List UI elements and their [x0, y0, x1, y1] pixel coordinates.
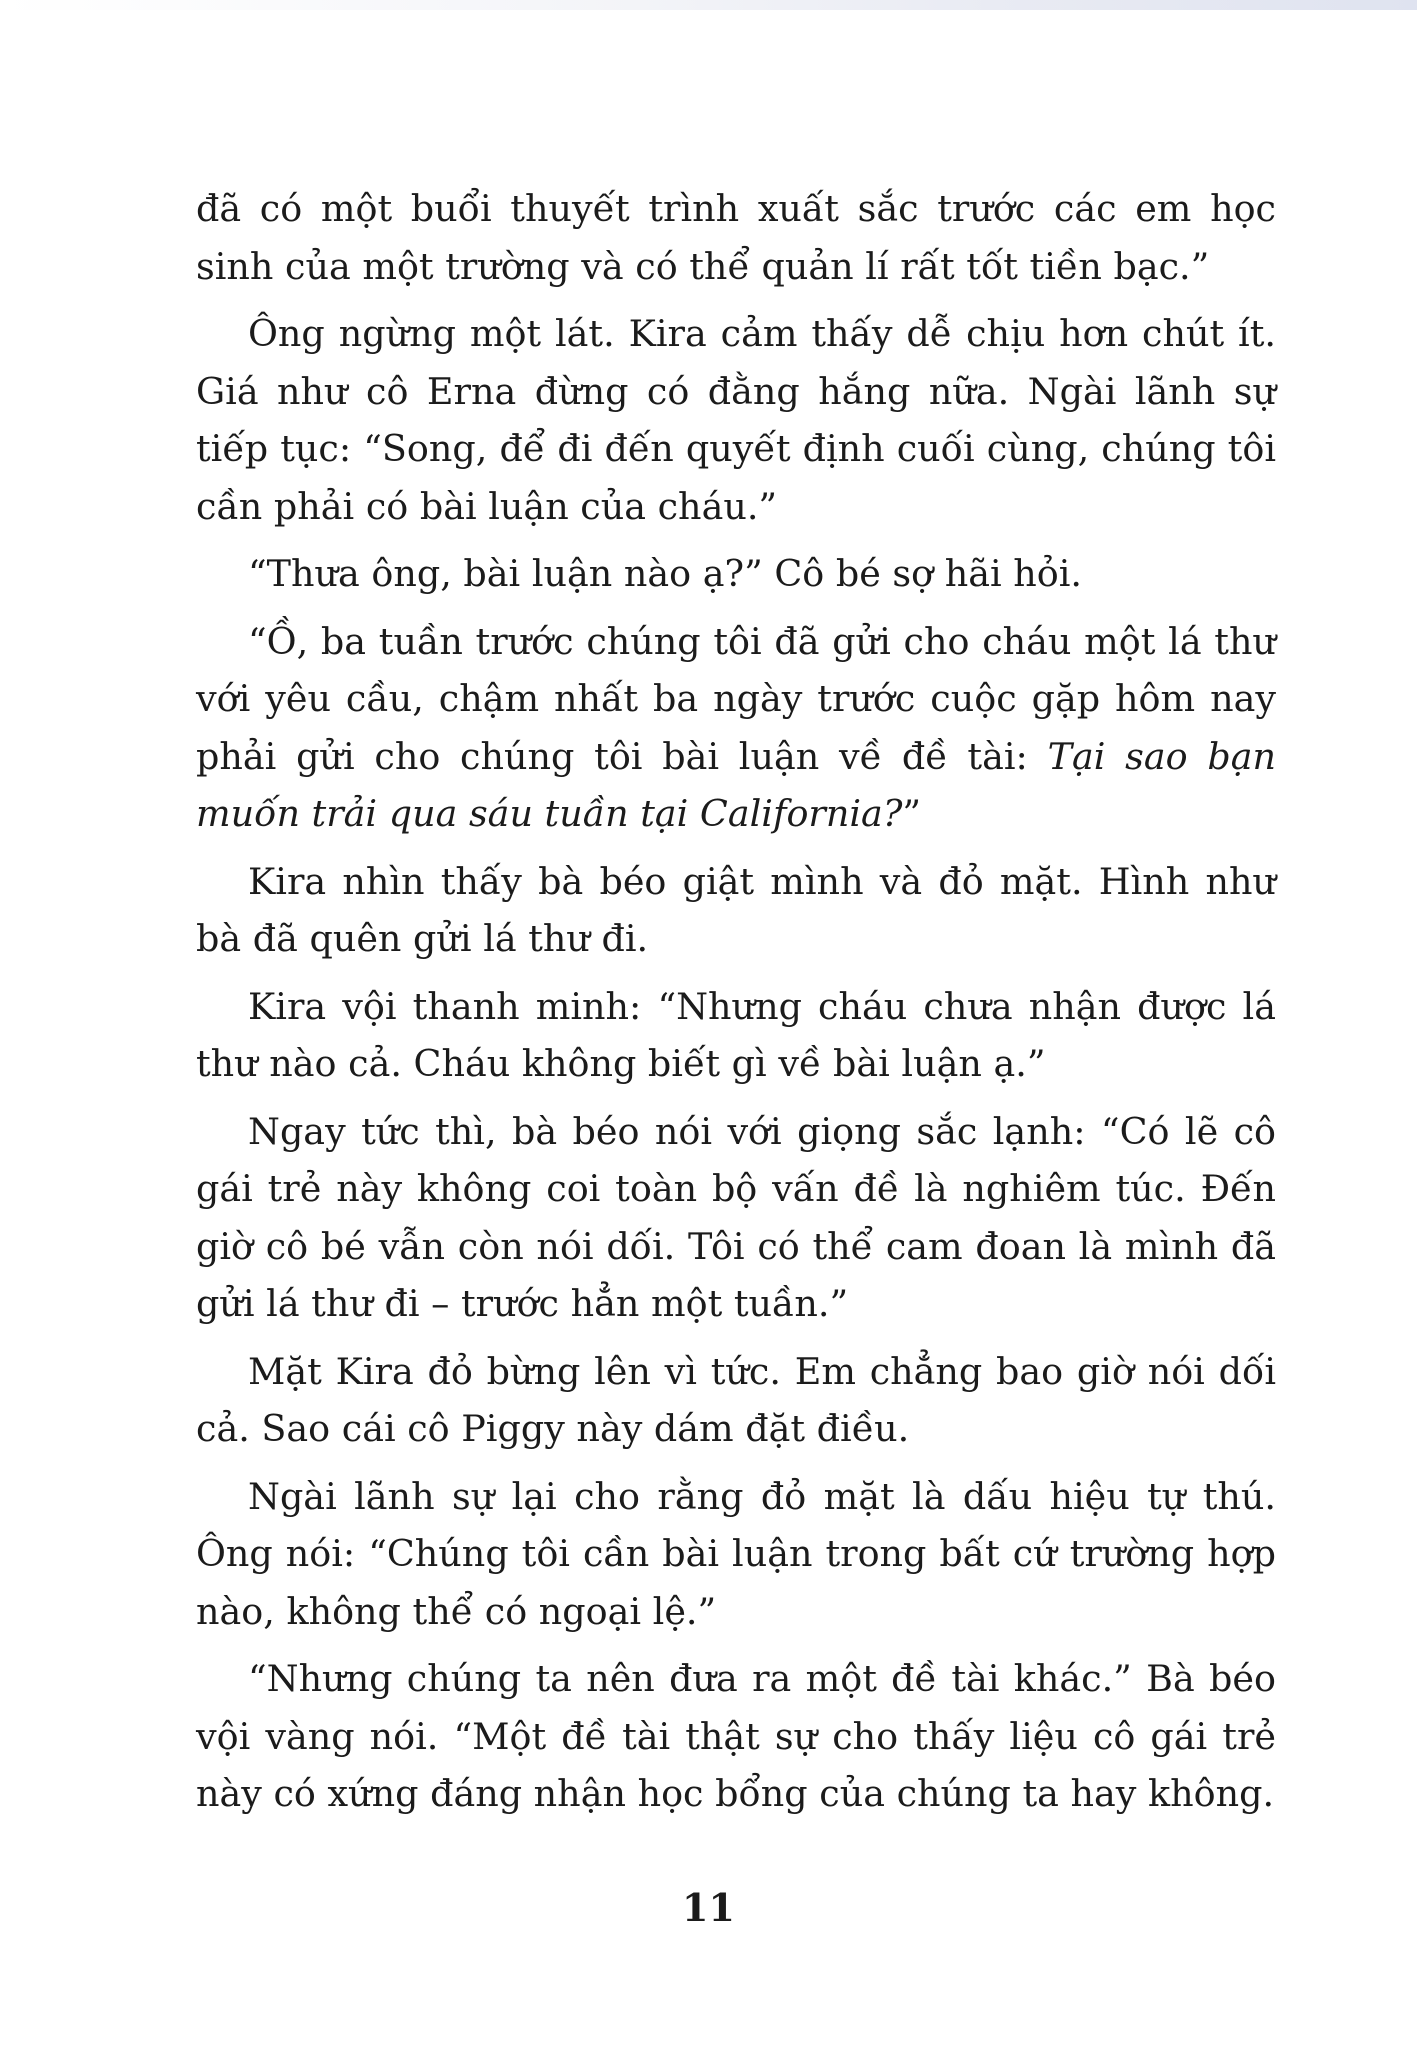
essay-topic: Tại sao bạn muốn trải qua sáu tuần tại California? [196, 734, 1276, 835]
paragraph-4-text: “Ồ, ba tuần trước chúng tôi đã gửi cho cháu một lá thư với yêu cầu, chậm nhất ba ngày trước cuộc gặp hôm nay phải gửi cho chúng tôi bài luận về đề tài: [196, 619, 1276, 778]
paragraph-3: “Thưa ông, bài luận nào ạ?” Cô bé sợ hãi hỏi. [248, 552, 1083, 595]
paragraph-7: Ngay tức thì, bà béo nói với giọng sắc lạnh: “Có lẽ cô gái trẻ này không coi toàn bộ vấn đề là nghiêm túc. Đến giờ cô bé vẫn còn nói dối. Tôi có thể cam đoan là mình đã gửi lá thư đi – trước hẳn một tuần.” [196, 1109, 1276, 1325]
paragraph-8: Mặt Kira đỏ bừng lên vì tức. Em chẳng bao giờ nói dối cả. Sao cái cô Piggy này dám đặt điều. [196, 1349, 1276, 1450]
paragraph-4 [196, 613, 1276, 843]
paragraph-6: Kira vội thanh minh: “Nhưng cháu chưa nhận được lá thư nào cả. Cháu không biết gì về bài luận ạ.” [196, 984, 1276, 1085]
scan-edge [0, 0, 1417, 10]
body-text [196, 180, 1276, 1833]
paragraph-5: Kira nhìn thấy bà béo giật mình và đỏ mặt. Hình như bà đã quên gửi lá thư đi. [196, 859, 1276, 960]
paragraph-10: “Nhưng chúng ta nên đưa ra một đề tài khác.” Bà béo vội vàng nói. “Một đề tài thật sự cho thấy liệu cô gái trẻ này có xứng đáng nhận học bổng của chúng ta hay không. [196, 1657, 1276, 1815]
paragraph-1: đã có một buổi thuyết trình xuất sắc trước các em học sinh của một trường và có thể quản lí rất tốt tiền bạc.” [196, 187, 1276, 288]
paragraph-2: Ông ngừng một lát. Kira cảm thấy dễ chịu hơn chút ít. Giá như cô Erna đừng có đằng hắng nữa. Ngài lãnh sự tiếp tục: “Song, để đi đến quyết định cuối cùng, chúng tôi cần phải có bài luận của cháu.” [196, 312, 1276, 528]
paragraph-4-close-quote: ” [902, 792, 922, 835]
page-number: 11 [682, 1885, 735, 1930]
paragraph-9: Ngài lãnh sự lại cho rằng đỏ mặt là dấu hiệu tự thú. Ông nói: “Chúng tôi cần bài luận trong bất cứ trường hợp nào, không thể có ngoại lệ.” [196, 1474, 1276, 1633]
